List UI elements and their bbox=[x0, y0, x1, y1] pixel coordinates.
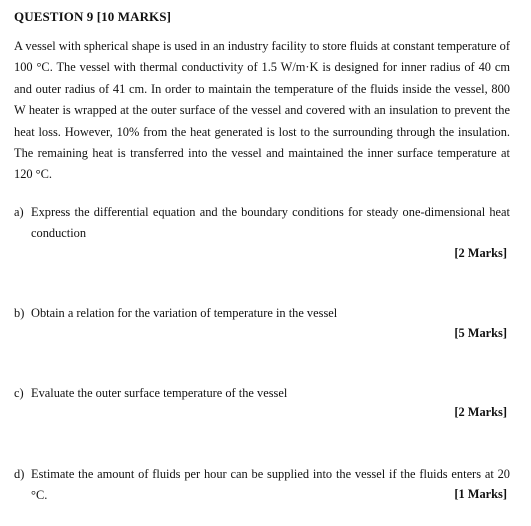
part-a-marks: [2 Marks] bbox=[454, 246, 507, 260]
part-d bbox=[14, 464, 510, 506]
part-b-text: Obtain a relation for the variation of temperature in the vessel bbox=[31, 306, 338, 320]
part-c-text: Evaluate the outer surface temperature of the vessel bbox=[31, 386, 288, 400]
part-a bbox=[14, 202, 510, 244]
part-d-marks: [1 Marks] bbox=[454, 487, 507, 501]
part-a-label: a) bbox=[14, 205, 24, 219]
part-c-label: c) bbox=[14, 386, 24, 400]
part-b bbox=[14, 303, 510, 324]
part-a-text-cont: conduction bbox=[31, 226, 87, 240]
part-c-marks: [2 Marks] bbox=[454, 405, 507, 419]
part-c bbox=[14, 383, 510, 404]
question-heading: QUESTION 9 [10 MARKS] bbox=[14, 9, 172, 24]
part-b-label: b) bbox=[14, 306, 25, 320]
part-b-marks: [5 Marks] bbox=[454, 326, 507, 340]
part-d-text: Estimate the amount of fluids per hour can be supplied into the vessel if the fluids enters at 20 °C. bbox=[31, 467, 510, 502]
part-a-text: Express the differential equation and the boundary conditions for steady one-dimensional heat bbox=[31, 205, 510, 219]
part-d-label: d) bbox=[14, 467, 25, 481]
question-intro: A vessel with spherical shape is used in an industry facility to store fluids at constant temperature of 100 °C. The vessel with thermal conductivity of 1.5 W/m·K is designed for inner radius of 40 cm and outer radius of 41 cm. In order to maintain the temperature of the fluids inside the vessel, 800 W heater is wrapped at the outer surface of the vessel and covered with an insulation to prevent the heat loss. However, 10% from the heat generated is lost to the surrounding through the insulation. The remaining heat is transferred into the vessel and maintained the inner surface temperature at 120 °C. bbox=[14, 39, 510, 182]
